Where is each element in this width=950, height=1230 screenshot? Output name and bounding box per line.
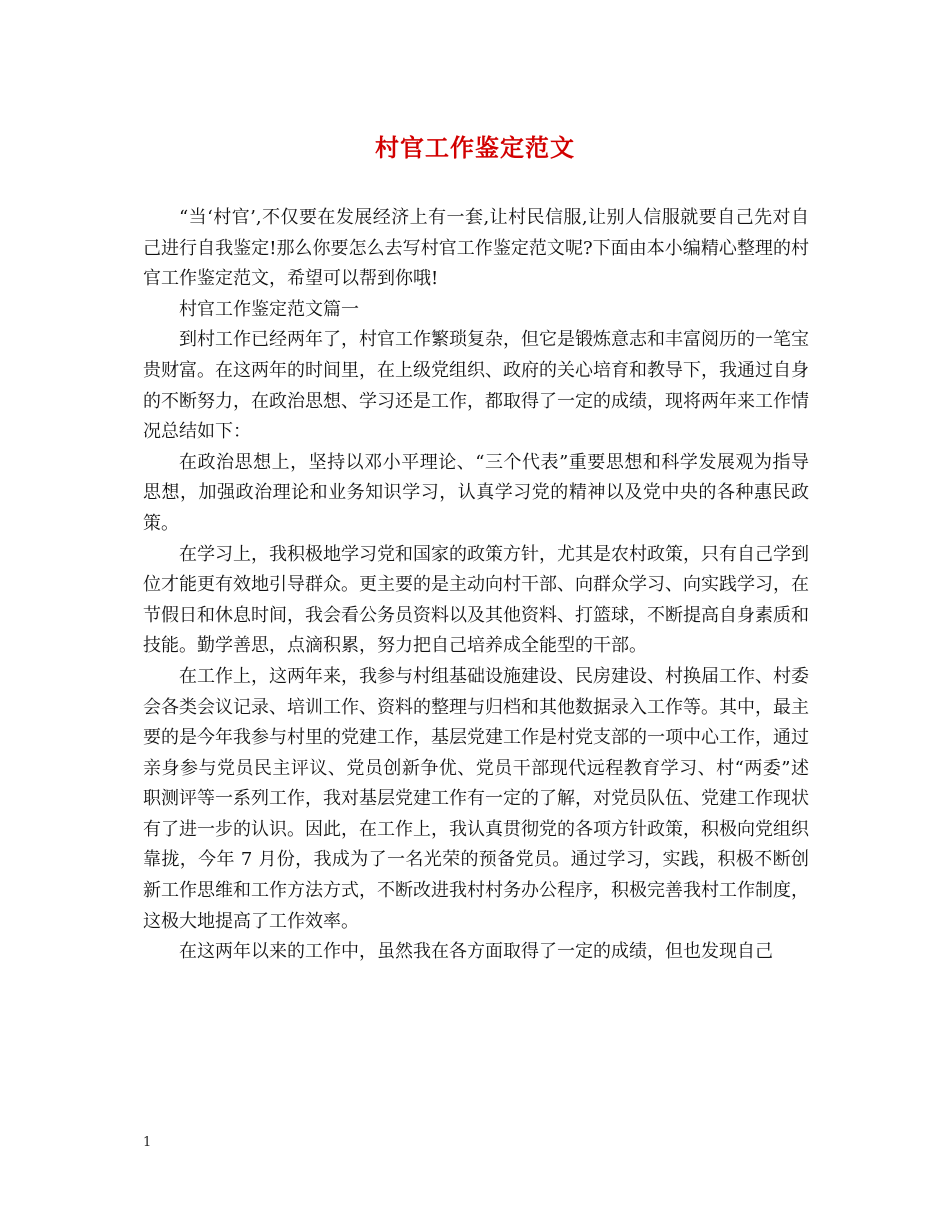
body-paragraph: 到村工作已经两年了，村官工作繁琐复杂，但它是锻炼意志和丰富阅历的一笔宝贵财富。在这两年的时间里，在上级党组织、政府的关心培育和教导下，我通过自身的不断努力，在政治思想、学习还是工作，都取得了一定的成绩，现将两年来工作情况总结如下：	[143, 329, 809, 443]
body-paragraph: 在这两年以来的工作中，虽然我在各方面取得了一定的成绩，但也发现自己	[179, 941, 773, 963]
intro-paragraph: “当‘村官’,不仅要在发展经济上有一套,让村民信服,让别人信服就要自己先对自己进行自我鉴定!那么你要怎么去写村官工作鉴定范文呢?下面由本小编精心整理的村官工作鉴定范文，希望可以帮到你哦!	[143, 207, 809, 290]
page-number: 1	[143, 1135, 152, 1150]
section-heading: 村官工作鉴定范文篇一	[179, 298, 359, 320]
body-paragraph: 在学习上，我积极地学习党和国家的政策方针，尤其是农村政策，只有自己学到位才能更有效地引导群众。更主要的是主动向村干部、向群众学习、向实践学习，在节假日和休息时间，我会看公务员资料以及其他资料、打篮球，不断提高自身素质和技能。勤学善思，点滴积累，努力把自己培养成全能型的干部。	[143, 543, 809, 657]
body-paragraph: 在政治思想上，坚持以邓小平理论、“三个代表”重要思想和科学发展观为指导思想，加强政治理论和业务知识学习，认真学习党的精神以及党中央的各种惠民政策。	[143, 451, 809, 534]
document-body	[143, 203, 809, 968]
document-title: 村官工作鉴定范文	[375, 133, 575, 162]
body-paragraph: 在工作上，这两年来，我参与村组基础设施建设、民房建设、村换届工作、村委会各类会议记录、培训工作、资料的整理与归档和其他数据录入工作等。其中，最主要的是今年我参与村里的党建工作，基层党建工作是村党支部的一项中心工作，通过亲身参与党员民主评议、党员创新争优、党员干部现代远程教育学习、村“两委”述职测评等一系列工作，我对基层党建工作有一定的了解，对党员队伍、党建工作现状有了进一步的认识。因此，在工作上，我认真贯彻党的各项方针政策，积极向党组织靠拢，今年 7 月份，我成为了一名光荣的预备党员。通过学习，实践，积极不断创新工作思维和工作方法方式，不断改进我村村务办公程序，积极完善我村工作制度，这极大地提高了工作效率。	[143, 665, 809, 932]
